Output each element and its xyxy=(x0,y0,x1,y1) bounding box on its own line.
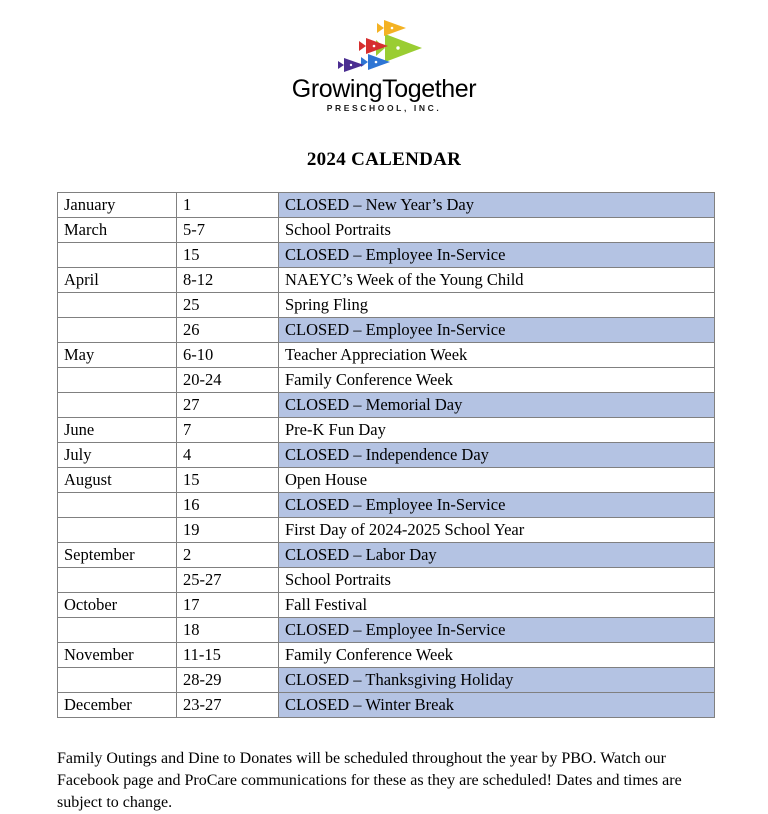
cell-event-closed: CLOSED – Employee In-Service xyxy=(279,318,715,343)
cell-month: April xyxy=(58,268,177,293)
cell-month: October xyxy=(58,593,177,618)
cell-date: 26 xyxy=(177,318,279,343)
cell-event: Family Conference Week xyxy=(279,368,715,393)
table-row xyxy=(58,318,715,343)
cell-date: 25-27 xyxy=(177,568,279,593)
table-row xyxy=(58,693,715,718)
cell-date: 17 xyxy=(177,593,279,618)
table-row xyxy=(58,243,715,268)
cell-event-closed: CLOSED – New Year’s Day xyxy=(279,193,715,218)
table-row xyxy=(58,518,715,543)
cell-month: June xyxy=(58,418,177,443)
cell-event-closed: CLOSED – Memorial Day xyxy=(279,393,715,418)
table-row xyxy=(58,368,715,393)
cell-month xyxy=(58,493,177,518)
table-row xyxy=(58,643,715,668)
cell-event: NAEYC’s Week of the Young Child xyxy=(279,268,715,293)
cell-date: 28-29 xyxy=(177,668,279,693)
cell-month: December xyxy=(58,693,177,718)
cell-date: 16 xyxy=(177,493,279,518)
cell-month xyxy=(58,243,177,268)
table-row xyxy=(58,218,715,243)
cell-date: 7 xyxy=(177,418,279,443)
table-row xyxy=(58,418,715,443)
cell-date: 15 xyxy=(177,243,279,268)
table-row xyxy=(58,193,715,218)
cell-date: 4 xyxy=(177,443,279,468)
cell-date: 11-15 xyxy=(177,643,279,668)
cell-date: 2 xyxy=(177,543,279,568)
table-row xyxy=(58,343,715,368)
cell-event-closed: CLOSED – Employee In-Service xyxy=(279,243,715,268)
cell-event-closed: CLOSED – Employee In-Service xyxy=(279,493,715,518)
logo-subtitle: PRESCHOOL, INC. xyxy=(326,103,442,114)
calendar-table xyxy=(57,192,715,718)
cell-event: School Portraits xyxy=(279,568,715,593)
cell-month xyxy=(58,618,177,643)
table-row xyxy=(58,443,715,468)
table-row xyxy=(58,393,715,418)
cell-event-closed: CLOSED – Labor Day xyxy=(279,543,715,568)
cell-event: Teacher Appreciation Week xyxy=(279,343,715,368)
cell-month xyxy=(58,518,177,543)
cell-event-closed: CLOSED – Thanksgiving Holiday xyxy=(279,668,715,693)
cell-month: July xyxy=(58,443,177,468)
cell-month xyxy=(58,293,177,318)
cell-month xyxy=(58,318,177,343)
cell-month: November xyxy=(58,643,177,668)
cell-event: School Portraits xyxy=(279,218,715,243)
cell-month xyxy=(58,568,177,593)
cell-month xyxy=(58,393,177,418)
cell-date: 18 xyxy=(177,618,279,643)
cell-month: August xyxy=(58,468,177,493)
table-row xyxy=(58,668,715,693)
calendar-table-container xyxy=(0,192,768,718)
cell-event: Open House xyxy=(279,468,715,493)
cell-date: 5-7 xyxy=(177,218,279,243)
cell-event: Pre-K Fun Day xyxy=(279,418,715,443)
cell-date: 1 xyxy=(177,193,279,218)
cell-date: 15 xyxy=(177,468,279,493)
table-row xyxy=(58,618,715,643)
growing-together-fish-mark-icon xyxy=(338,18,430,74)
cell-date: 23-27 xyxy=(177,693,279,718)
table-row xyxy=(58,268,715,293)
cell-date: 27 xyxy=(177,393,279,418)
logo-block xyxy=(0,0,768,113)
cell-event-closed: CLOSED – Employee In-Service xyxy=(279,618,715,643)
cell-month: March xyxy=(58,218,177,243)
cell-event: Spring Fling xyxy=(279,293,715,318)
cell-date: 20-24 xyxy=(177,368,279,393)
calendar-table-body xyxy=(58,193,715,718)
cell-month: January xyxy=(58,193,177,218)
cell-month: September xyxy=(58,543,177,568)
table-row xyxy=(58,468,715,493)
cell-date: 25 xyxy=(177,293,279,318)
cell-event: Fall Festival xyxy=(279,593,715,618)
table-row xyxy=(58,293,715,318)
cell-date: 19 xyxy=(177,518,279,543)
cell-month xyxy=(58,368,177,393)
table-row xyxy=(58,593,715,618)
table-row xyxy=(58,493,715,518)
page-title: 2024 CALENDAR xyxy=(306,149,462,171)
cell-event: Family Conference Week xyxy=(279,643,715,668)
table-row xyxy=(58,568,715,593)
cell-month: May xyxy=(58,343,177,368)
cell-date: 8-12 xyxy=(177,268,279,293)
cell-month xyxy=(58,668,177,693)
cell-event-closed: CLOSED – Winter Break xyxy=(279,693,715,718)
cell-date: 6-10 xyxy=(177,343,279,368)
logo-wordmark: GrowingTogether xyxy=(291,75,477,103)
footer-note: Family Outings and Dine to Donates will be scheduled throughout the year by PBO. Watch our Facebook page and ProCare communications for these as they are scheduled! Dates and times are subject to change. xyxy=(57,750,682,812)
cell-event: First Day of 2024-2025 School Year xyxy=(279,518,715,543)
cell-event-closed: CLOSED – Independence Day xyxy=(279,443,715,468)
table-row xyxy=(58,543,715,568)
